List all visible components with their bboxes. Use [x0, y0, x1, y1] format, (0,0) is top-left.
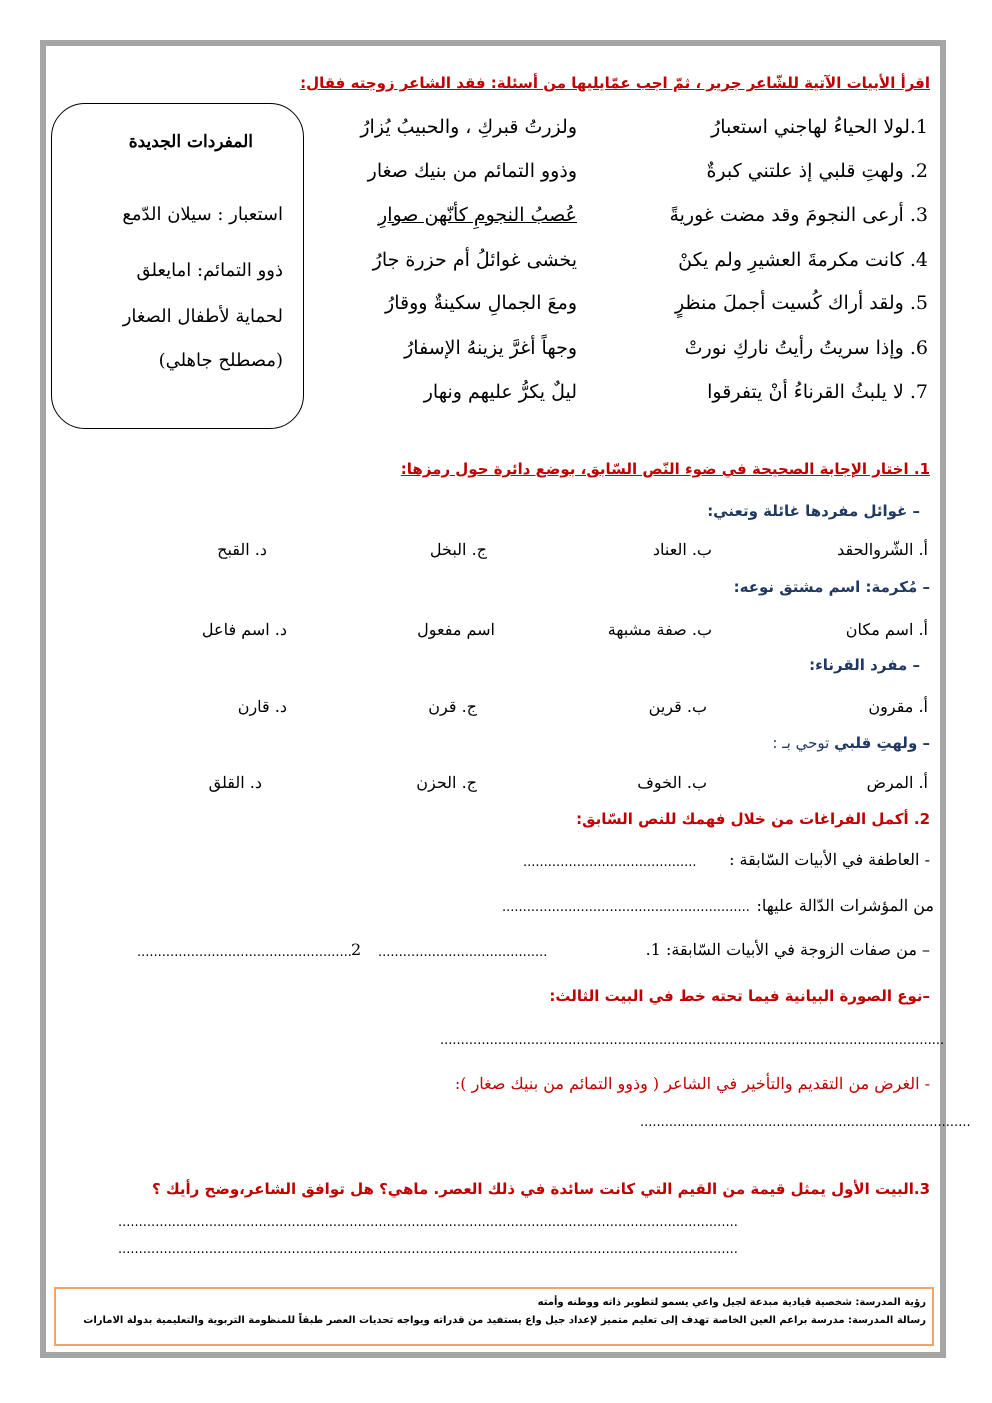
poem-verse-4-second: يخشى غوائلُ أم حزرة جارُ: [372, 249, 577, 271]
q2-emotion-answer[interactable]: ..........................................: [523, 855, 697, 870]
q1-item-4-label-bold: – ولهتِ قلبي: [834, 734, 930, 752]
q1-item-4-option-a[interactable]: أ. المرض: [866, 773, 928, 792]
q1-item-4-option-b[interactable]: ب. الخوف: [637, 773, 707, 792]
vocabulary-box: [51, 103, 304, 429]
poem-verse-1-first: 1.لولا الحياءُ لهاجني استعبارُ: [711, 116, 928, 138]
school-vision: رؤية المدرسة: شخصية قيادية مبدعة لجيل واعي يسمو لتطوير ذاته ووطنه وأمته: [537, 1297, 926, 1308]
q1-item-3-option-b[interactable]: ب. قرين: [648, 697, 707, 716]
question-1-heading: 1. اختار الإجابة الصحيحة في ضوء النّص السّابق، بوضع دائرة حول رمزها:: [400, 460, 930, 478]
poem-verse-3-second: عُصبُ النجومِ كأنّهن صوارِ: [378, 204, 577, 226]
poem-verse-6-second: وجهاً أغرَّ يزينهُ الإسفارُ: [404, 337, 577, 359]
q1-item-1-label: – غوائل مفردها غائلة وتعني:: [707, 502, 920, 520]
q3-answer-line-2[interactable]: ......................................................................................................................................................: [118, 1242, 738, 1257]
q2-indicators-answer[interactable]: ............................................................: [502, 900, 750, 915]
vocabulary-line-3: لحماية لأطفال الصغار: [122, 306, 283, 327]
q1-item-2-option-b[interactable]: ب. صفة مشبهة: [607, 620, 712, 639]
poem-verse-6-first: 6. وإذا سريتُ رأيتُ ناركِ نورتْ: [684, 337, 928, 359]
q1-item-2-option-a[interactable]: أ. اسم مكان: [845, 620, 928, 639]
poem-verse-3-first: 3. أرعى النجومَ وقد مضت غوريةً: [669, 204, 928, 226]
q2-traits-answer-2[interactable]: ....................................................: [137, 945, 352, 960]
q1-item-3-option-a[interactable]: أ. مقرون: [868, 697, 928, 716]
q1-item-3-option-d[interactable]: د. قارن: [237, 697, 287, 716]
poem-verse-7-second: ليلٌ يكرُّ عليهم ونهار: [423, 381, 577, 403]
q1-item-3-option-c[interactable]: ج. قرن: [428, 697, 477, 716]
q1-item-1-option-c[interactable]: ج. البخل: [429, 540, 487, 559]
q1-item-1-option-d[interactable]: د. القبح: [217, 540, 267, 559]
q1-item-4-option-c[interactable]: ج. الحزن: [416, 773, 477, 792]
q1-item-2-option-d[interactable]: د. اسم فاعل: [201, 620, 287, 639]
question-2-heading: 2. أكمل الفراغات من خلال فهمك للنص السّابق:: [576, 810, 930, 828]
q1-item-2-option-c[interactable]: اسم مفعول: [417, 620, 495, 639]
q1-item-4-label-rest: توحي بـ :: [772, 734, 835, 752]
question-3-heading: 3.البيت الأول يمثل قيمة من القيم التي كانت سائدة في ذلك العصر. ماهي؟ هل توافق الشاعر،وضح رأيك ؟: [152, 1180, 930, 1198]
q2-image-type-label: –نوع الصورة البيانية فيما تحته خط في البيت الثالث:: [549, 987, 930, 1005]
q2-traits-answer-1[interactable]: .........................................: [378, 945, 548, 960]
poem-verse-4-first: 4. كانت مكرمةَ العشيرِ ولم يكنْ: [678, 249, 928, 271]
q2-traits-number-2: 2: [351, 940, 362, 959]
q1-item-2-label: – مُكرمة: اسم مشتق نوعه:: [733, 578, 930, 596]
q1-item-1-option-a[interactable]: أ. الشّروالحقد: [837, 540, 928, 559]
intro-instruction: اقرأ الأبيات الآتية للشّاعر جرير ، ثمّ اجب عمّايليها من أسئلة: فقد الشاعر زوجته فقال:: [300, 74, 930, 92]
school-footer: [54, 1287, 934, 1346]
vocabulary-line-1: استعبار : سيلان الدّمع: [122, 204, 283, 225]
q2-emotion-label: - العاطفة في الأبيات السّابقة :: [729, 850, 930, 869]
vocabulary-line-4: (مصطلح جاهلي): [158, 350, 283, 371]
vocabulary-title: المفردات الجديدة: [128, 132, 253, 152]
vocabulary-line-2: ذوو التمائم: امايعلق: [136, 260, 283, 281]
q1-item-3-label: – مفرد القرناء:: [809, 656, 920, 674]
poem-verse-2-second: وذوو التمائم من بنيك صغار: [367, 160, 577, 182]
q2-purpose-label: - الغرض من التقديم والتأخير في الشاعر ( وذوو التمائم من بنيك صغار ):: [454, 1074, 930, 1093]
q1-item-4-label: [772, 734, 930, 752]
poem-verse-2-first: 2. ولهتِ قلبي إذ علتني كبرةٌ: [706, 160, 928, 182]
q1-item-4-option-d[interactable]: د. القلق: [208, 773, 262, 792]
q2-image-type-answer[interactable]: ..........................................................................................................................: [440, 1033, 945, 1048]
poem-verse-5-first: 5. ولقد أراك كُسيت أجملَ منظرٍ: [674, 292, 928, 314]
poem-verse-1-second: ولزرتُ قبركِ ، والحبيبُ يُزارُ: [360, 116, 577, 138]
poem-verse-5-second: ومعَ الجمالِ سكينةٌ ووقارُ: [385, 292, 577, 314]
q2-traits-label: – من صفات الزوجة في الأبيات السّابقة: 1.: [645, 940, 930, 959]
q2-indicators-label: من المؤشرات الدّالة عليها:: [756, 896, 934, 915]
q1-item-1-option-b[interactable]: ب. العناد: [652, 540, 712, 559]
school-mission: رسالة المدرسة: مدرسة براعم العين الخاصة تهدف إلى تعليم متميز لإعداد جيل واع يستفيد من قدراته ويواجه تحديات العصر طبقاً للمنظومة التربوية والتعليمية بدولة الامارات: [83, 1315, 926, 1326]
poem-verse-7-first: 7. لا يلبثُ القرناءُ أنْ يتفرقوا: [707, 381, 928, 403]
q3-answer-line-1[interactable]: ......................................................................................................................................................: [118, 1215, 738, 1230]
q2-purpose-answer[interactable]: ................................................................................: [640, 1115, 971, 1130]
